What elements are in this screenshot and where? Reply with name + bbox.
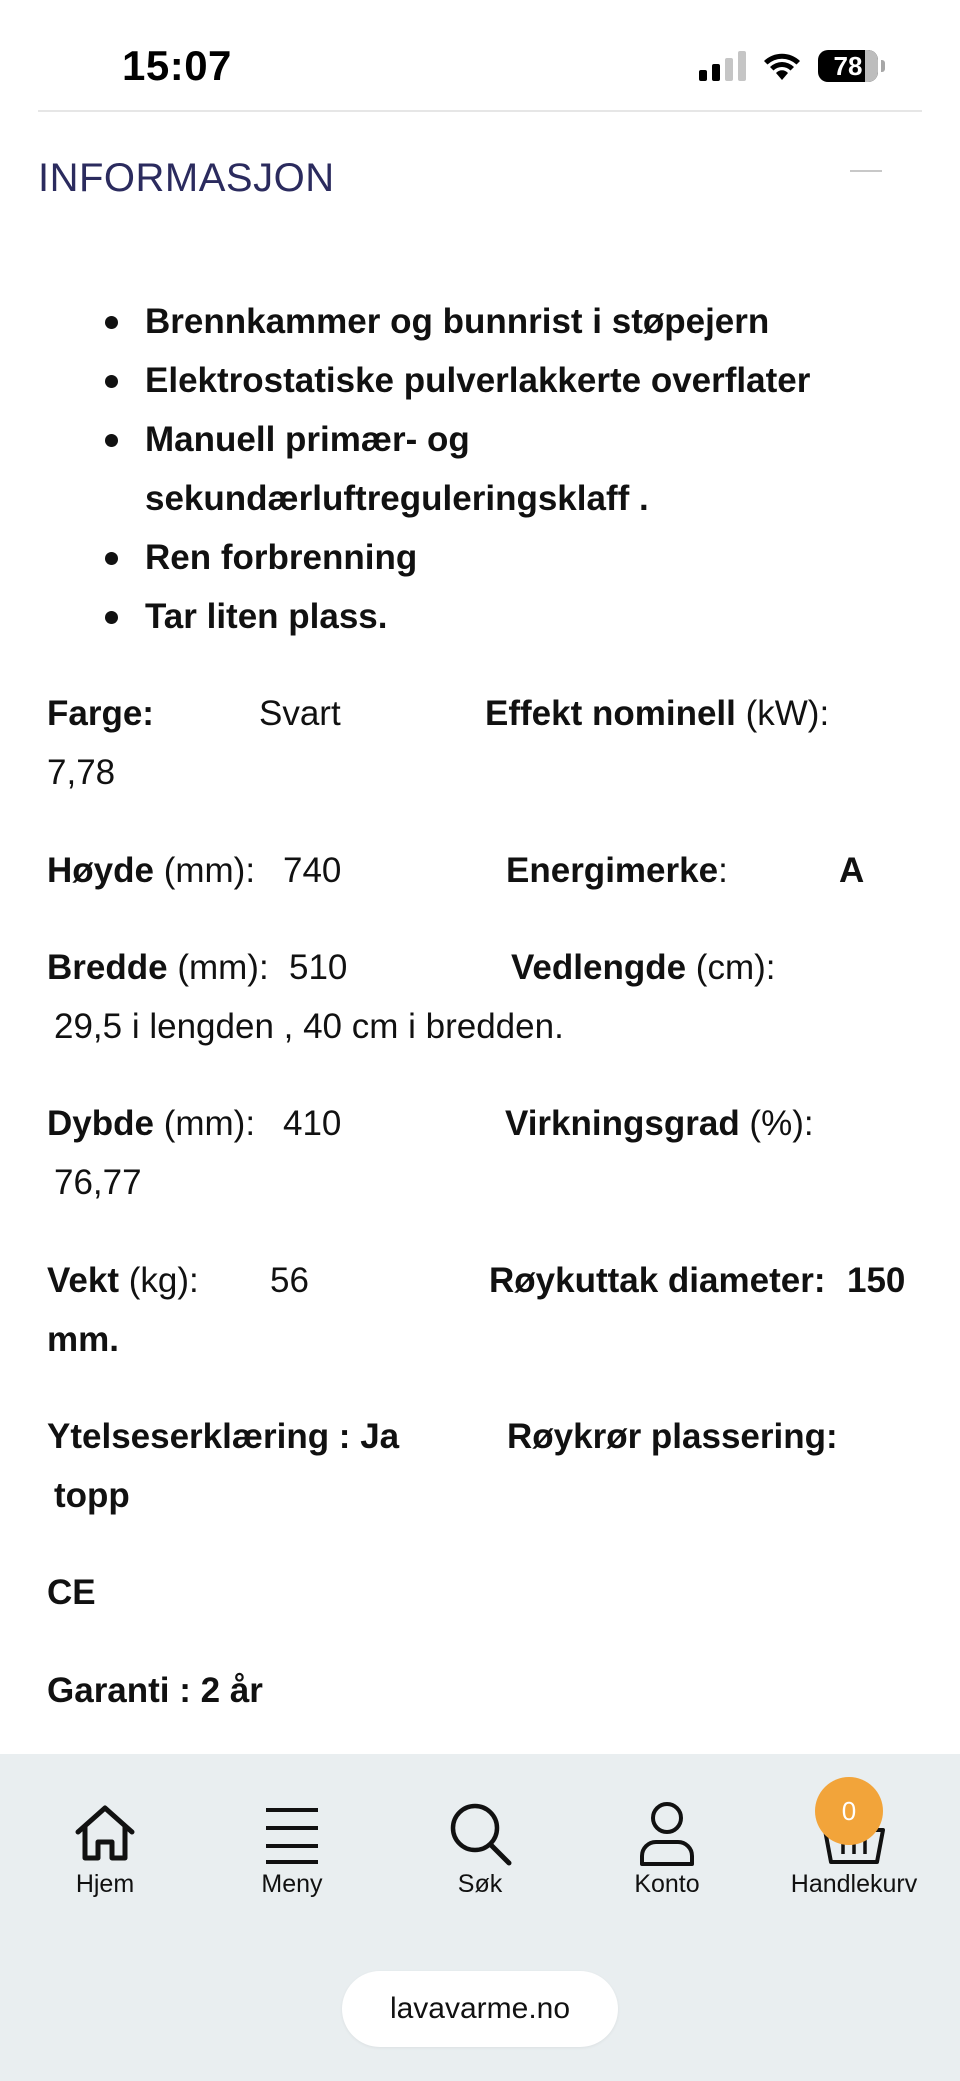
minus-icon[interactable]: [850, 170, 882, 172]
nav-item-sok[interactable]: [400, 1800, 560, 1899]
spec-roykror-value: topp: [54, 1476, 130, 1515]
list-item: Elektrostatiske pulverlakkerte overflater: [145, 351, 905, 410]
nav-label: Søk: [457, 1870, 503, 1898]
spec-virkningsgrad-label: Virkningsgrad (%):: [505, 1104, 814, 1143]
spec-bredde-label: Bredde (mm):: [47, 948, 269, 987]
browser-url-bar[interactable]: lavavarme.no: [342, 1971, 618, 2047]
spec-effekt-label: Effekt nominell (kW):: [485, 694, 830, 733]
spec-energimerke-value: A: [839, 851, 865, 890]
spec-vedlengde-value: 29,5 i lengden , 40 cm i bredden.: [54, 1007, 564, 1046]
nav-label: Konto: [634, 1870, 700, 1898]
list-item-text: Manuell primær- og: [145, 420, 470, 459]
spec-hoyde-value: 740: [283, 851, 342, 890]
spec-ytelse: Ytelseserklæring : Ja: [47, 1417, 400, 1456]
spec-energimerke-label: Energimerke:: [506, 851, 728, 890]
battery-level: 78: [833, 50, 863, 81]
status-bar: [0, 0, 960, 112]
spec-roykror-label: Røykrør plassering:: [507, 1417, 838, 1456]
list-item-continuation: sekundærluftreguleringsklaff .: [145, 479, 649, 518]
spec-dybde-value: 410: [283, 1104, 342, 1143]
nav-item-hjem[interactable]: [25, 1800, 185, 1899]
spec-vekt-label: Vekt (kg):: [47, 1261, 199, 1300]
spec-garanti: Garanti : 2 år: [47, 1671, 263, 1710]
status-time: 15:07: [122, 42, 232, 89]
spec-dybde-label: Dybde (mm):: [47, 1104, 256, 1143]
spec-farge-label: Farge:: [47, 694, 154, 733]
section-title[interactable]: INFORMASJON: [38, 156, 335, 200]
cart-count-badge[interactable]: 0: [815, 1777, 883, 1845]
list-item: [145, 410, 905, 469]
spec-effekt-value: 7,78: [47, 753, 116, 792]
battery-icon: [818, 50, 878, 82]
cellular-signal-icon: [699, 51, 746, 81]
nav-label: Handlekurv: [790, 1870, 918, 1898]
wifi-icon: [762, 51, 802, 81]
list-item: Brennkammer og bunnrist i støpejern: [145, 292, 905, 351]
header-divider: [38, 110, 922, 112]
nav-label: Meny: [261, 1870, 323, 1898]
list-item: Ren forbrenning: [145, 528, 905, 587]
nav-item-konto[interactable]: [587, 1800, 747, 1899]
list-item: Tar liten plass.: [145, 587, 905, 646]
spec-roykuttak-unit: mm.: [47, 1320, 119, 1359]
nav-label: Hjem: [75, 1870, 135, 1898]
feature-list: [145, 292, 905, 646]
search-icon: [445, 1800, 515, 1866]
nav-item-meny[interactable]: [212, 1800, 372, 1899]
spec-virkningsgrad-value: 76,77: [54, 1163, 142, 1202]
menu-icon: [257, 1800, 327, 1866]
user-icon: [632, 1800, 702, 1866]
spec-vekt-value: 56: [270, 1261, 309, 1300]
spec-roykuttak-label: Røykuttak diameter:: [489, 1261, 826, 1300]
spec-bredde-value: 510: [289, 948, 348, 987]
spec-farge-value: Svart: [259, 694, 341, 733]
status-icons: [699, 50, 878, 82]
spec-ce: CE: [47, 1573, 96, 1612]
home-icon: [70, 1800, 140, 1866]
spec-hoyde-label: Høyde (mm):: [47, 851, 256, 890]
spec-roykuttak-value: 150: [847, 1261, 906, 1300]
spec-vedlengde-label: Vedlengde (cm):: [511, 948, 776, 987]
